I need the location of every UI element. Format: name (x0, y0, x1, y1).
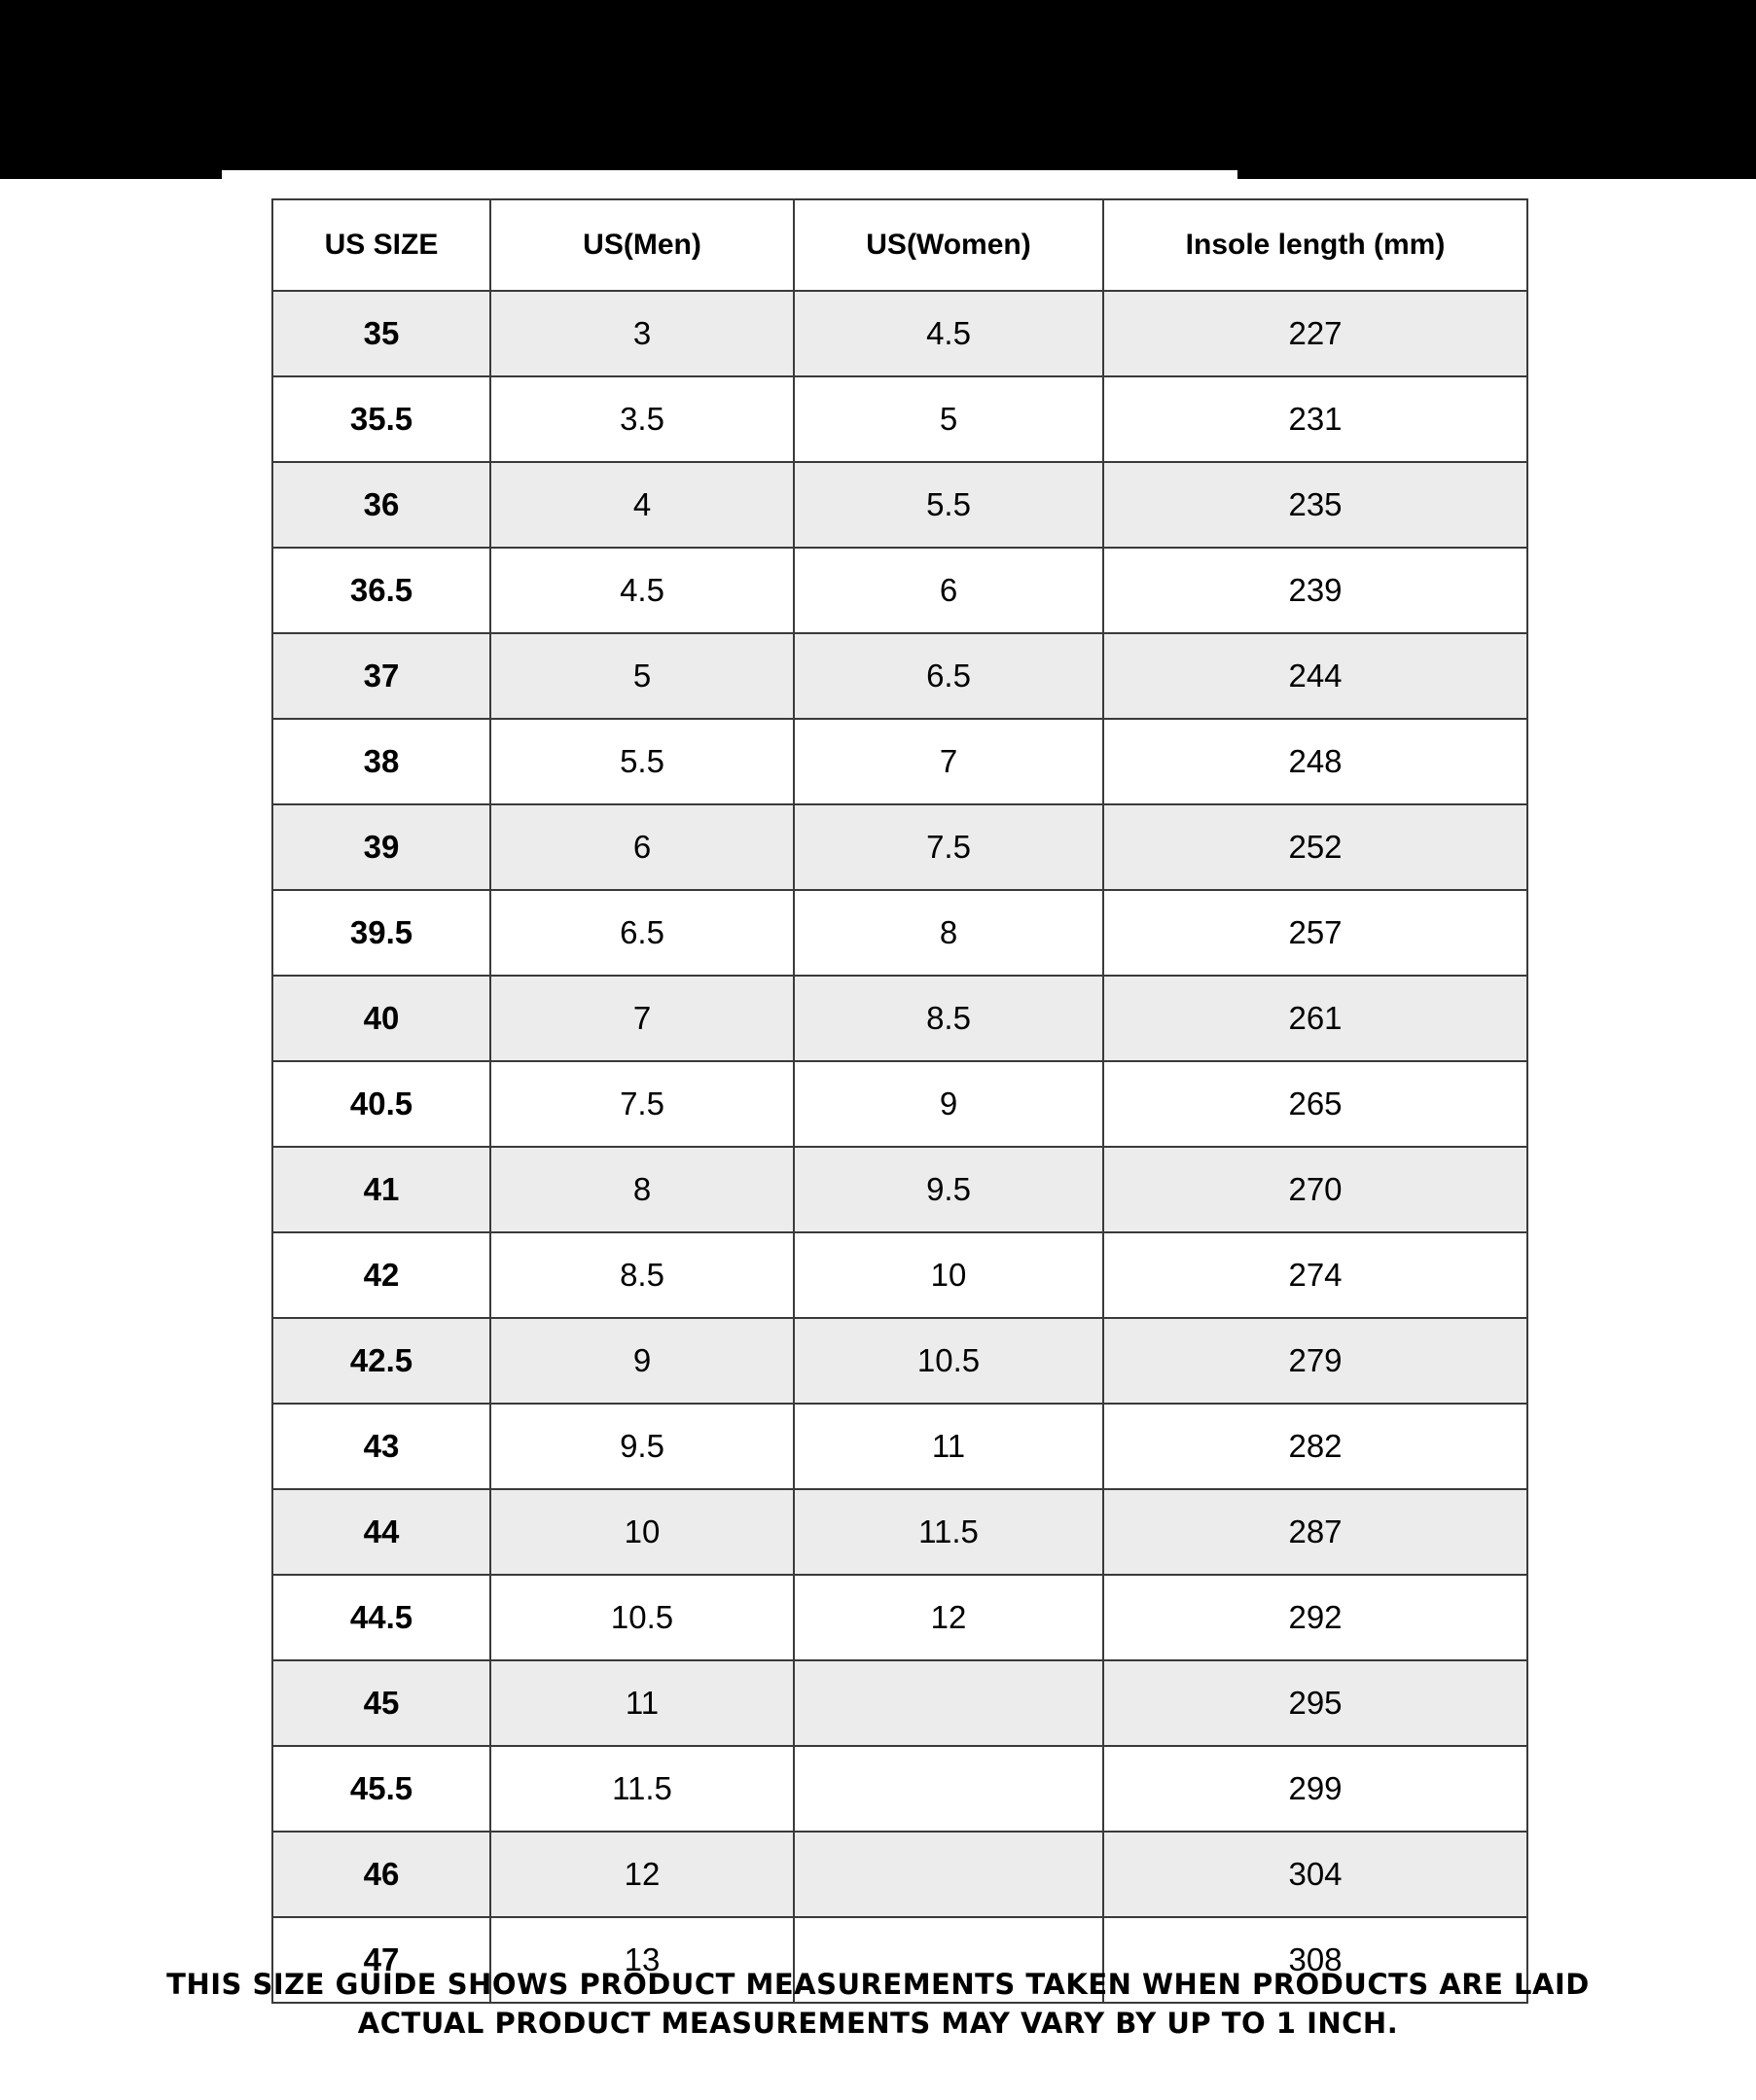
cell-us-women: 10 (794, 1232, 1103, 1318)
cell-us-men: 11 (490, 1660, 794, 1746)
cell-us-men: 11.5 (490, 1746, 794, 1832)
cell-us-women: 7.5 (794, 804, 1103, 890)
cell-us-size: 36 (272, 462, 490, 548)
table-header (272, 199, 1527, 291)
cell-us-size: 37 (272, 633, 490, 719)
cell-us-size: 42.5 (272, 1318, 490, 1404)
cell-insole-length: 292 (1103, 1575, 1527, 1660)
cell-us-men: 9.5 (490, 1404, 794, 1489)
cell-us-men: 6.5 (490, 890, 794, 976)
cell-us-size: 44 (272, 1489, 490, 1575)
table-row (272, 1575, 1527, 1660)
table-row (272, 1147, 1527, 1232)
cell-us-size: 39.5 (272, 890, 490, 976)
table-row (272, 376, 1527, 462)
table-row (272, 1232, 1527, 1318)
cell-us-men: 4.5 (490, 548, 794, 633)
cell-us-men: 10.5 (490, 1575, 794, 1660)
table-header-row (272, 199, 1527, 291)
table-row (272, 1318, 1527, 1404)
table-row (272, 1746, 1527, 1832)
cell-us-women: 7 (794, 719, 1103, 804)
cell-insole-length: 279 (1103, 1318, 1527, 1404)
cell-us-women: 8.5 (794, 976, 1103, 1061)
top-black-band (0, 0, 1756, 170)
cell-us-men: 8 (490, 1147, 794, 1232)
cell-insole-length: 252 (1103, 804, 1527, 890)
cell-us-women: 5.5 (794, 462, 1103, 548)
cell-us-women: 9.5 (794, 1147, 1103, 1232)
cell-us-women: 8 (794, 890, 1103, 976)
cell-insole-length: 244 (1103, 633, 1527, 719)
cell-us-women (794, 1746, 1103, 1832)
cell-insole-length: 308 (1103, 1917, 1527, 2003)
cell-insole-length: 282 (1103, 1404, 1527, 1489)
table-row (272, 633, 1527, 719)
cell-insole-length: 295 (1103, 1660, 1527, 1746)
table-row (272, 1832, 1527, 1917)
cell-us-size: 45 (272, 1660, 490, 1746)
cell-us-size: 41 (272, 1147, 490, 1232)
cell-us-women (794, 1660, 1103, 1746)
cell-us-men: 12 (490, 1832, 794, 1917)
table-row (272, 890, 1527, 976)
cell-us-men: 9 (490, 1318, 794, 1404)
cell-us-women: 11.5 (794, 1489, 1103, 1575)
cell-insole-length: 304 (1103, 1832, 1527, 1917)
cell-us-size: 40 (272, 976, 490, 1061)
cell-us-size: 46 (272, 1832, 490, 1917)
cell-insole-length: 235 (1103, 462, 1527, 548)
cell-us-men: 5.5 (490, 719, 794, 804)
cell-us-size: 38 (272, 719, 490, 804)
cell-insole-length: 270 (1103, 1147, 1527, 1232)
cell-us-size: 39 (272, 804, 490, 890)
cell-insole-length: 227 (1103, 291, 1527, 376)
cell-us-men: 6 (490, 804, 794, 890)
footnote-line-1: THIS SIZE GUIDE SHOWS PRODUCT MEASUREMENTS TAKEN WHEN PRODUCTS ARE LAID (166, 1968, 1590, 2001)
cell-us-women (794, 1832, 1103, 1917)
cell-us-size: 40.5 (272, 1061, 490, 1147)
cell-us-women: 10.5 (794, 1318, 1103, 1404)
table-row (272, 1489, 1527, 1575)
column-header-insole-length: Insole length (mm) (1103, 199, 1527, 291)
cell-us-women: 12 (794, 1575, 1103, 1660)
cell-us-size: 44.5 (272, 1575, 490, 1660)
cell-us-men: 8.5 (490, 1232, 794, 1318)
left-black-bar (0, 170, 222, 179)
cell-insole-length: 265 (1103, 1061, 1527, 1147)
cell-us-size: 45.5 (272, 1746, 490, 1832)
cell-us-women: 4.5 (794, 291, 1103, 376)
cell-us-size: 47 (272, 1917, 490, 2003)
table-body (272, 291, 1527, 2003)
column-header-us-men: US(Men) (490, 199, 794, 291)
cell-us-men: 4 (490, 462, 794, 548)
table-row (272, 548, 1527, 633)
table-row (272, 719, 1527, 804)
cell-us-men: 7.5 (490, 1061, 794, 1147)
table-row (272, 1061, 1527, 1147)
cell-us-men: 13 (490, 1917, 794, 2003)
right-black-bar (1237, 170, 1756, 179)
size-table-container (271, 198, 1526, 2004)
cell-us-men: 5 (490, 633, 794, 719)
column-header-us-women: US(Women) (794, 199, 1103, 291)
cell-insole-length: 274 (1103, 1232, 1527, 1318)
cell-us-men: 7 (490, 976, 794, 1061)
cell-us-size: 43 (272, 1404, 490, 1489)
cell-insole-length: 248 (1103, 719, 1527, 804)
cell-insole-length: 231 (1103, 376, 1527, 462)
cell-us-women: 9 (794, 1061, 1103, 1147)
table-row (272, 804, 1527, 890)
table-row (272, 976, 1527, 1061)
cell-insole-length: 257 (1103, 890, 1527, 976)
cell-us-women: 11 (794, 1404, 1103, 1489)
footnote (0, 1965, 1756, 2043)
cell-insole-length: 299 (1103, 1746, 1527, 1832)
table-row (272, 1404, 1527, 1489)
cell-us-size: 35 (272, 291, 490, 376)
cell-us-size: 42 (272, 1232, 490, 1318)
cell-insole-length: 287 (1103, 1489, 1527, 1575)
cell-us-men: 3 (490, 291, 794, 376)
cell-insole-length: 261 (1103, 976, 1527, 1061)
cell-us-women: 6 (794, 548, 1103, 633)
column-header-us-size: US SIZE (272, 199, 490, 291)
footnote-line-2: ACTUAL PRODUCT MEASUREMENTS MAY VARY BY UP TO 1 INCH. (357, 2007, 1399, 2041)
cell-us-men: 10 (490, 1489, 794, 1575)
cell-us-women: 5 (794, 376, 1103, 462)
table-row (272, 462, 1527, 548)
cell-us-size: 36.5 (272, 548, 490, 633)
cell-us-men: 3.5 (490, 376, 794, 462)
table-row (272, 1660, 1527, 1746)
table-row (272, 291, 1527, 376)
cell-insole-length: 239 (1103, 548, 1527, 633)
cell-us-size: 35.5 (272, 376, 490, 462)
size-table (271, 198, 1528, 2004)
cell-us-women: 6.5 (794, 633, 1103, 719)
